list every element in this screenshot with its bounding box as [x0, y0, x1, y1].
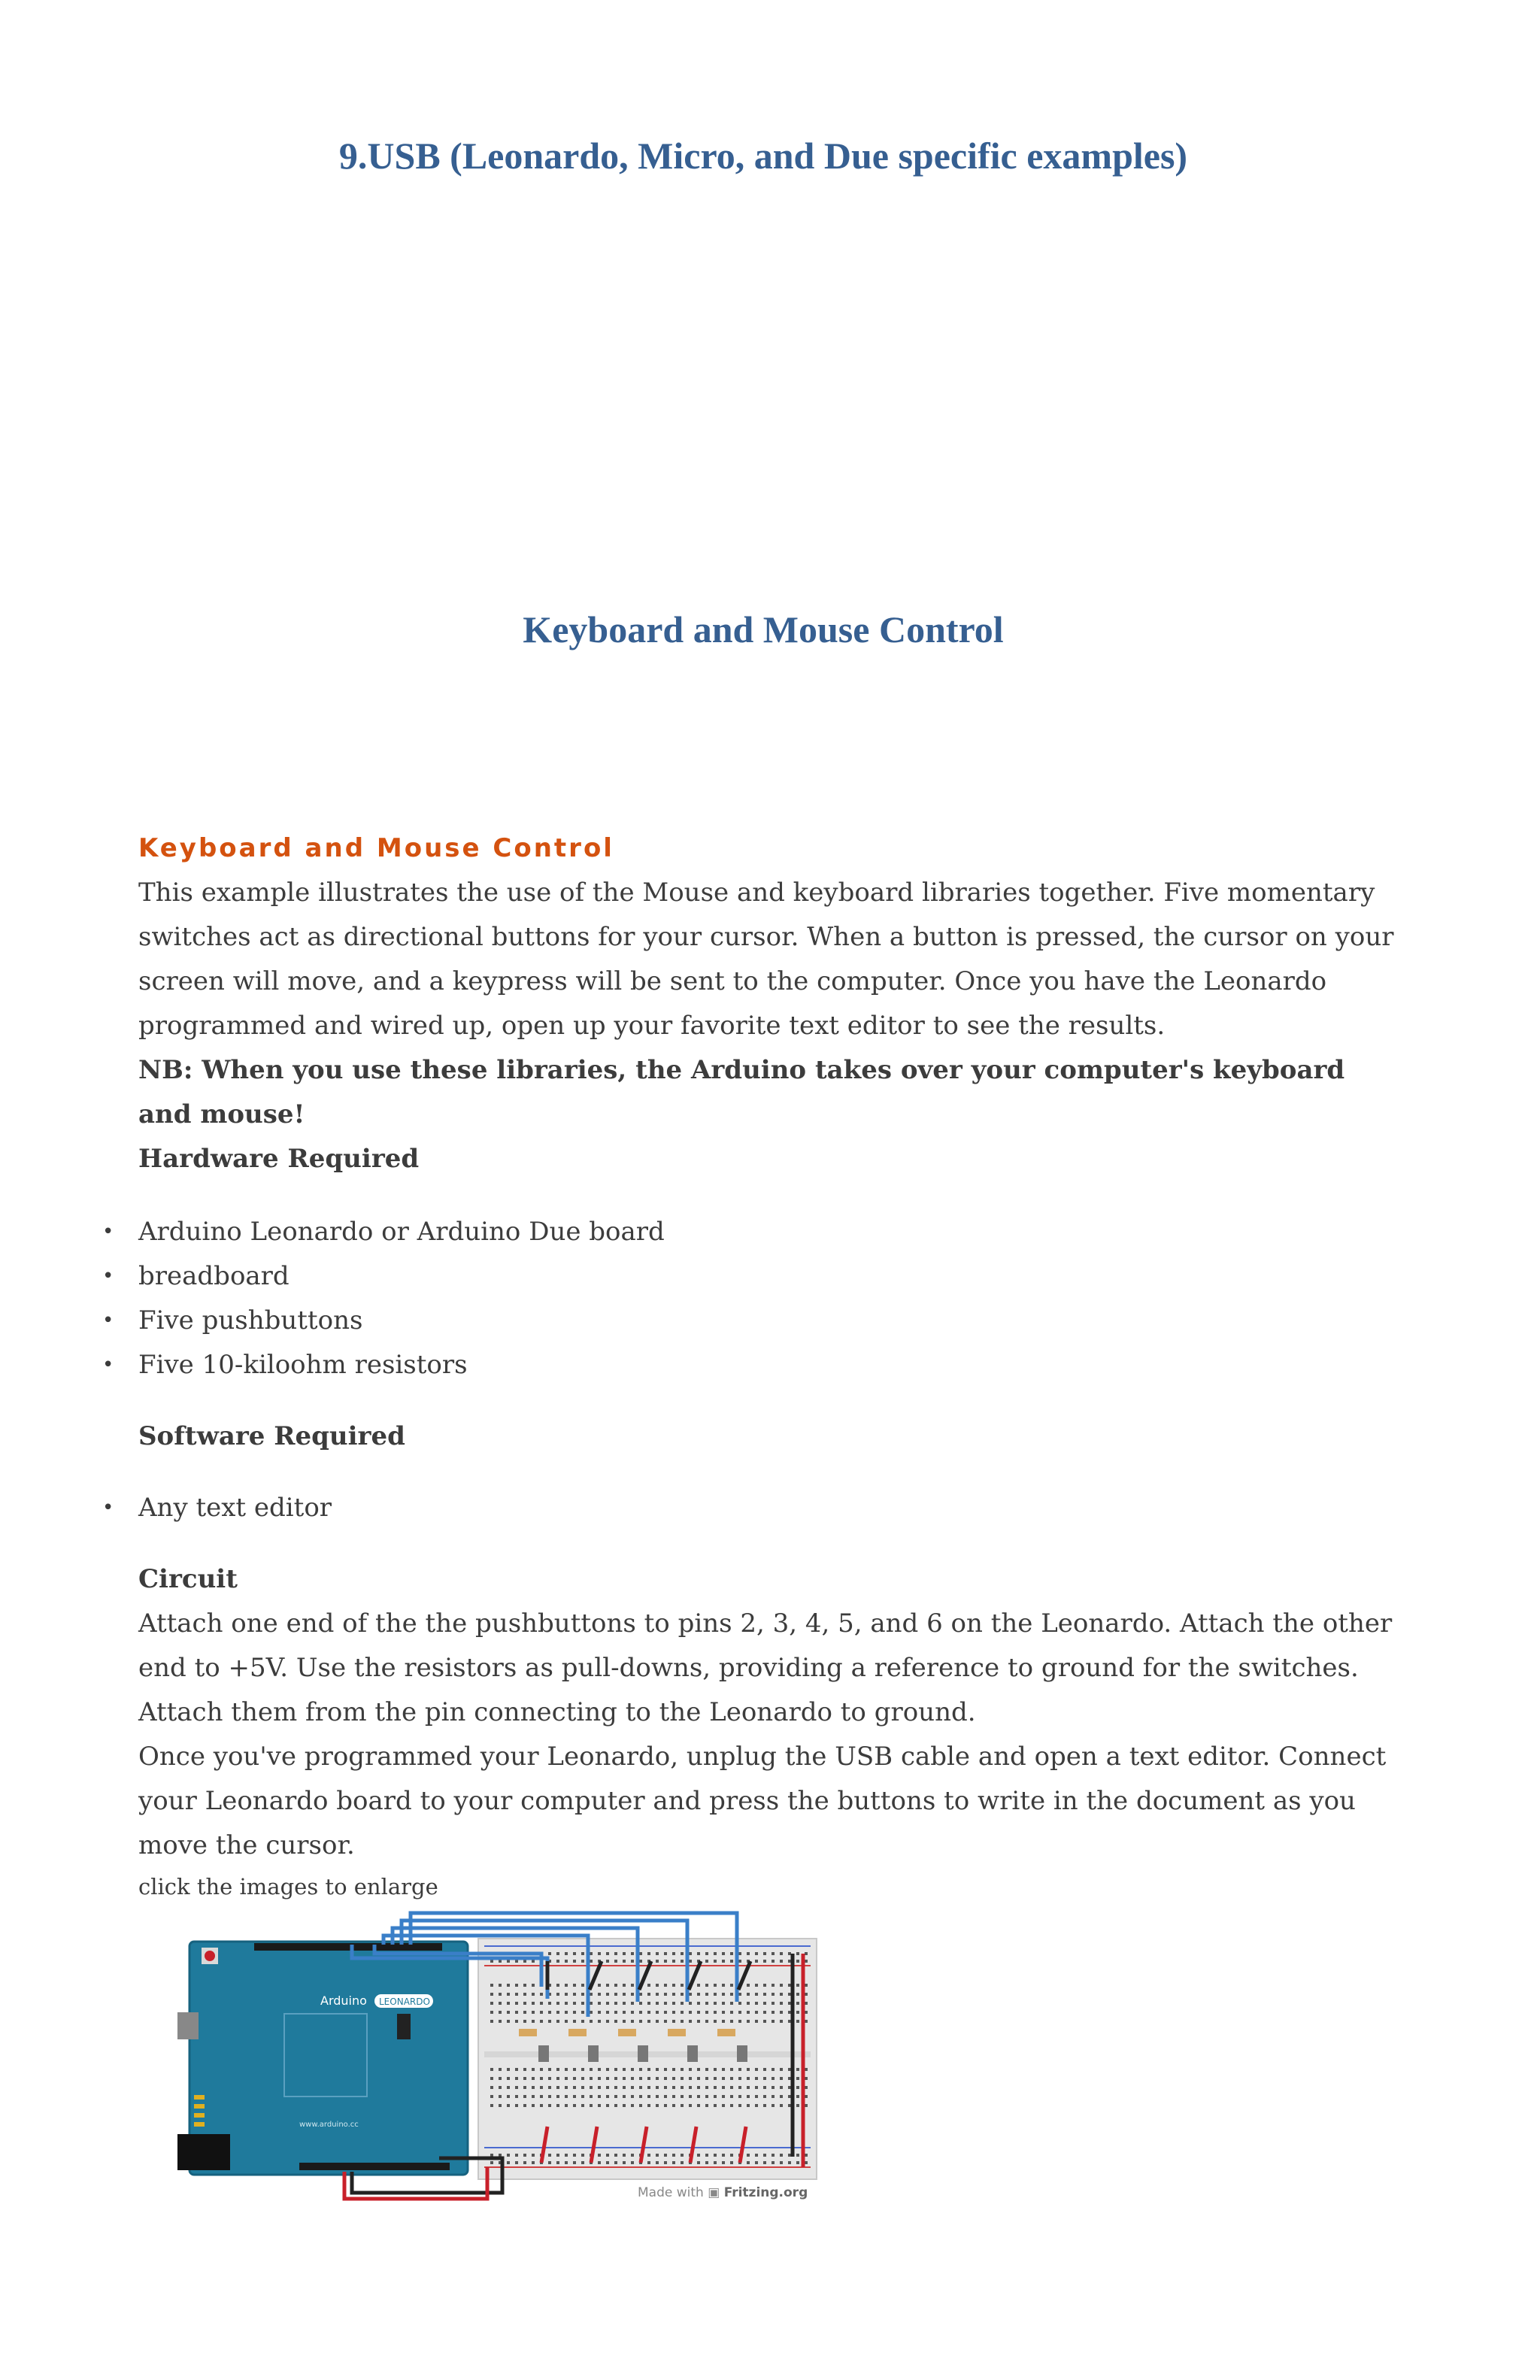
credit-brand: Fritzing.org: [723, 2185, 808, 2200]
circuit-paragraph-1: Attach one end of the the pushbuttons to pins 2, 3, 4, 5, and 6 on the Leonardo. Attach the other end to +5V. Use the resistors as pull-downs, providing a reference to ground for the switches. Attach them from the pin connecting to the Leonardo to ground.: [138, 1608, 1393, 1727]
list-item: • breadboard: [138, 1254, 1402, 1299]
list-item: • Five 10-kiloohm resistors: [138, 1343, 1402, 1387]
subsection-title: Keyboard and Mouse Control: [138, 833, 614, 863]
fritzing-logo-icon: ▣: [708, 2185, 720, 2200]
hardware-title: Hardware Required: [138, 1144, 420, 1174]
fritzing-credit: [638, 2185, 808, 2200]
credit-prefix: Made with: [638, 2185, 704, 2200]
usb-connector-icon: [177, 2012, 199, 2039]
enlarge-note: click the images to enlarge: [138, 1874, 438, 1899]
circuit-paragraph-2: Once you've programmed your Leonardo, unplug the USB cable and open a text editor. Connect your Leonardo board to your computer and press the buttons to write in the document as you move the cursor.: [138, 1742, 1387, 1860]
software-title: Software Required: [138, 1421, 405, 1451]
intro-paragraph: This example illustrates the use of the Mouse and keyboard libraries together. Five momentary switches act as directional buttons for your cursor. When a button is pressed, the cursor on your screen will move, and a keypress will be sent to the computer. Once you have the Leonardo programmed and wired up, open up your favorite text editor to see the results.: [138, 878, 1394, 1041]
nb-note: NB: When you use these libraries, the Arduino takes over your computer's keyboard and mouse!: [138, 1055, 1345, 1129]
list-item: • Five pushbuttons: [138, 1299, 1402, 1343]
section-heading: Keyboard and Mouse Control: [523, 608, 1004, 650]
digital-header: [254, 1943, 442, 1951]
power-jack-icon: [177, 2134, 230, 2170]
reset-button-icon: [205, 1951, 215, 1961]
board-label: Arduino: [320, 1993, 367, 2008]
circuit-diagram[interactable]: [156, 1909, 818, 2209]
chapter-title: 9.USB (Leonardo, Micro, and Due specific examples): [338, 135, 1188, 177]
arduino-board: [189, 1942, 468, 2175]
list-item: • Any text editor: [138, 1486, 1402, 1530]
list-item: • Arduino Leonardo or Arduino Due board: [138, 1210, 1402, 1254]
circuit-title: Circuit: [138, 1564, 238, 1594]
board-badge: LEONARDO: [379, 1996, 430, 2007]
circuit-svg: [156, 1909, 818, 2209]
hardware-list: [138, 1210, 1402, 1387]
article-body: [138, 826, 1402, 2209]
board-url: www.arduino.cc: [299, 2121, 359, 2129]
software-list: [138, 1486, 1402, 1530]
analog-header: [299, 2163, 450, 2170]
